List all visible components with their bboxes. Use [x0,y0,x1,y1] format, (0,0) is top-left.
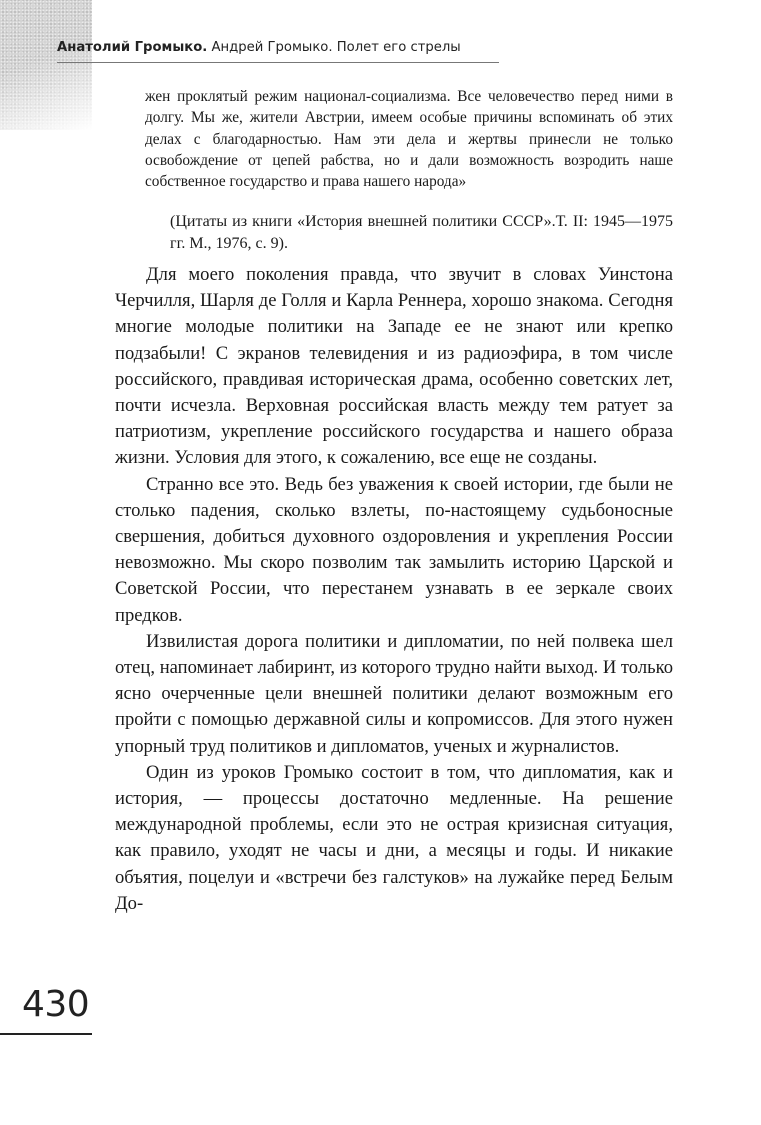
header-title: Андрей Громыко. Полет его стрелы [211,40,461,55]
corner-texture [0,0,92,130]
header-divider [57,62,499,63]
quote-citation: (Цитаты из книги «История внешней политики СССР».Т. II: 1945—1975 гг. М., 1976, с. 9). [170,213,673,252]
paragraph: Извилистая дорога политики и дипломатии, по ней полвека шел отец, напоминает лабиринт, из которого трудно найти выход. И только ясно очерченные цели внешней политики делают возможным его пройти с помощью державной силы и копромиссов. Для этого нужен упорный труд политиков и дипломатов, ученых и журналистов. [115,630,673,757]
paragraph: Для моего поколения правда, что звучит в словах Уинстона Черчилля, Шарля де Голля и Карла Реннера, хорошо знакома. Сегодня многие молодые политики на Западе ее не знают или крепко подзабыли! С экранов телевидения и из радиоэфира, в том числе российского, правдивая историческая драма, особенно советских лет, почти исчезла. Верховная российская власть между тем ратует за патриотизм, укрепление российского государства и нашего образа жизни. Условия для этого, к сожалению, все еще не созданы. [115,264,673,469]
page-number: 430 [22,984,90,1025]
paragraph: Один из уроков Громыко состоит в том, что дипломатия, как и история, — процессы достаточно медленные. На решение международной проблемы, если это не острая кризисная ситуация, как правило, уходят не часы и дни, а месяцы и годы. И никакие объятия, поцелуи и «встречи без галстуков» на лужайке перед Белым До- [115,761,673,914]
header-author: Анатолий Громыко. [57,40,208,55]
page-number-rule [0,1033,92,1035]
running-header [57,40,499,55]
body-text [115,262,673,917]
paragraph: Странно все это. Ведь без уважения к своей истории, где были не столько падения, сколько взлеты, по-настоящему судьбоносные свершения, добиться духовного оздоровления и укрепления России невозможно. Мы скоро позволим так замылить историю Царской и Советской России, что перестанем узнавать в ее зеркале своих предков. [115,473,673,626]
quote-text: жен проклятый режим национал-социализма. Все человечество перед ними в долгу. Мы же, жители Австрии, имеем особые причины вспоминать об этих делах с благодарностью. Нам эти дела и жертвы принесли не только освобождение от цепей рабства, но и дали возможность возродить наше собственное государство и права нашего народа» [145,88,673,191]
